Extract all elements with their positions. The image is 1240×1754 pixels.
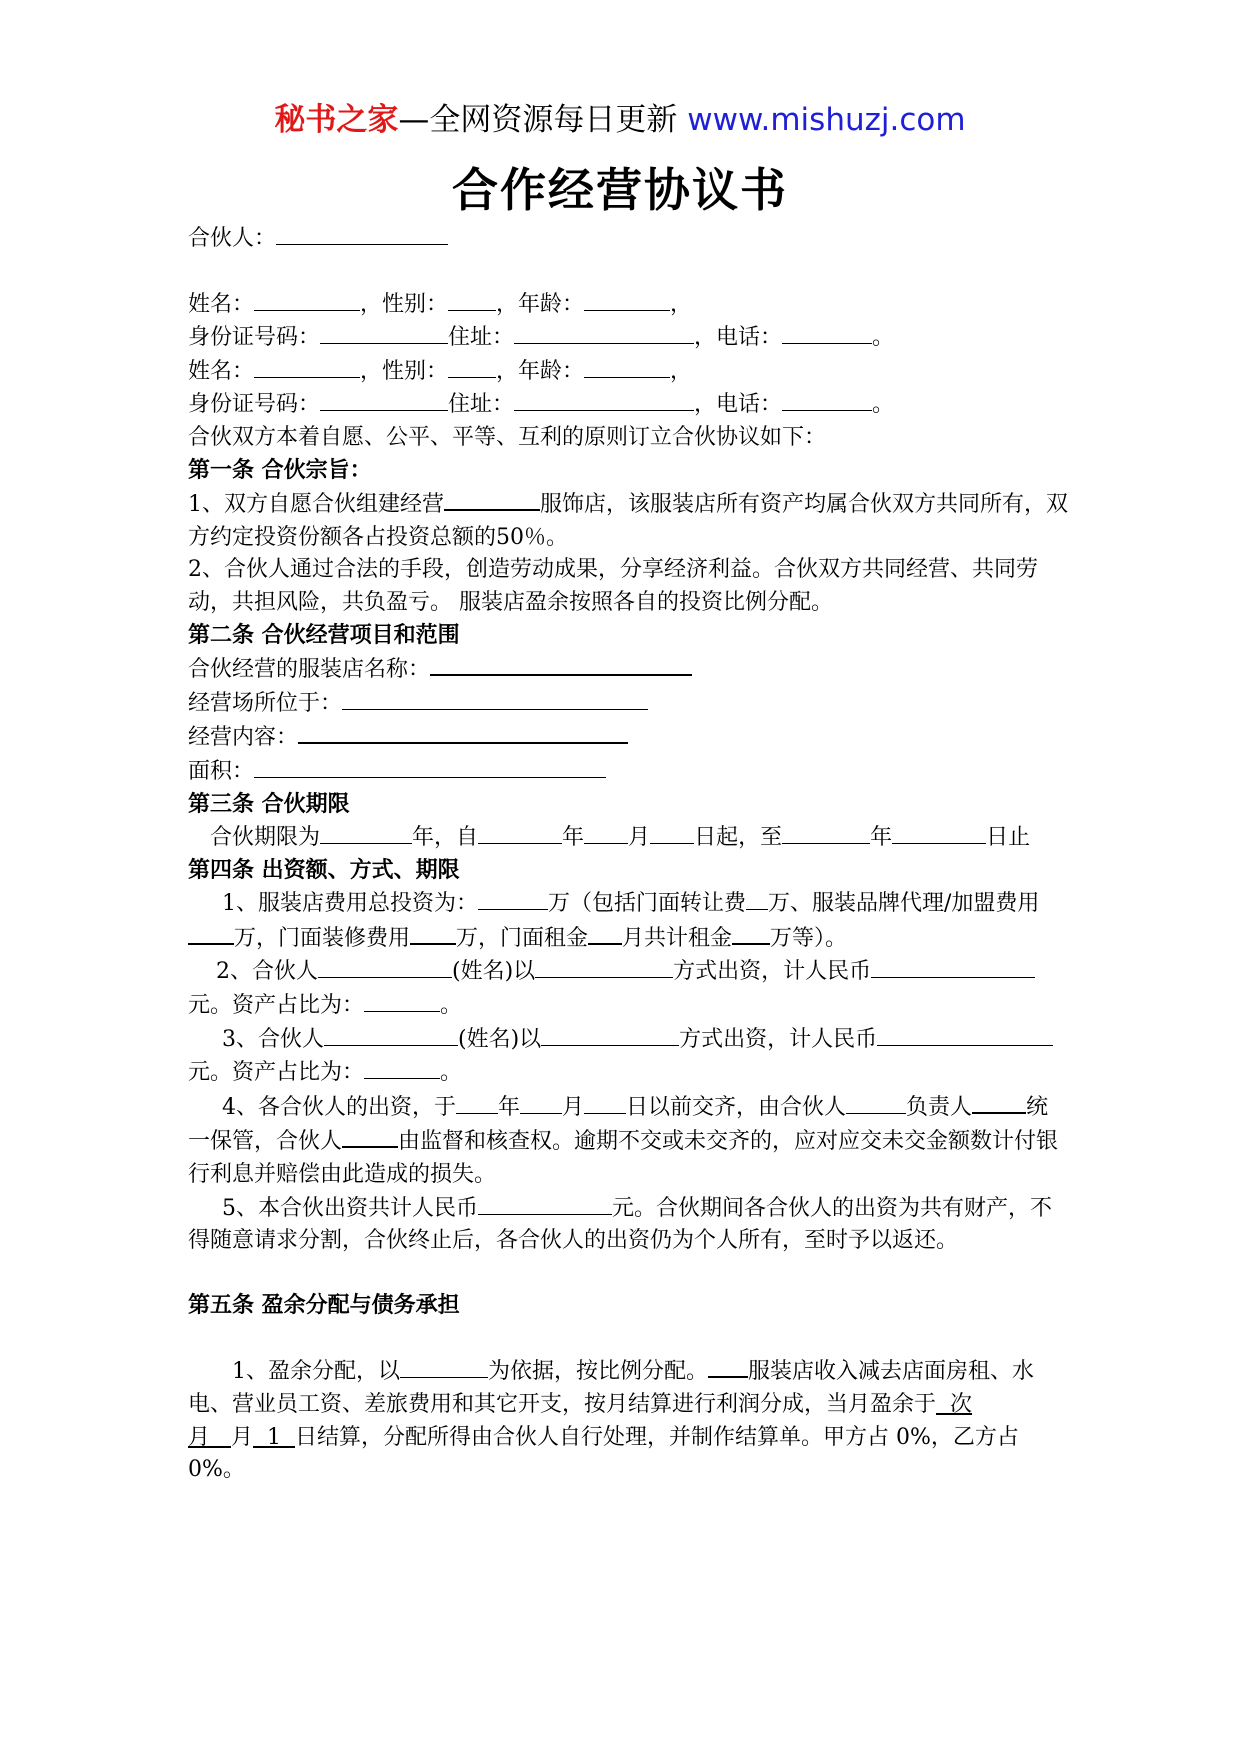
blank-field[interactable] [188,921,234,945]
article-5-heading: 第五条 盈余分配与债务承担 [188,1292,460,1318]
blank-field[interactable] [478,887,548,910]
blank-field[interactable] [448,288,496,311]
blank-field[interactable] [650,821,694,844]
partner-label: 合伙人： [188,226,277,251]
blank-field[interactable] [254,355,360,378]
document-body [188,222,1068,1487]
article-1-para-2: 2、合伙人通过合法的手段，创造劳动成果，分享经济利益。合伙双方共同经营、共同劳动，共担风险，共负盈亏。 服装店盈余按照各自的投资比例分配。 [188,557,1038,615]
filled-field[interactable]: 1 [267,1424,282,1450]
area-line: 面积： [188,755,1068,789]
blank-field[interactable] [972,1090,1026,1114]
article-4-para-4: 4、各合伙人的出资，于 年 月 日以前交齐，由合伙人 负责人 统一保管，合伙人 由监督和核查权。逾期不交或未交齐的，应对应交未交金额数计付银行利息并赔偿由此造成的损失。 [188,1090,1068,1192]
blank-field[interactable] [782,388,872,411]
article-4-para-2: 2、合伙人 (姓名)以 方式出资，计人民币元。资产占比为： 。 [188,955,1068,1022]
blank-field[interactable] [584,355,670,378]
blank-field[interactable] [342,687,648,710]
business-content-line: 经营内容： [188,720,1068,755]
document-title: 合作经营协议书 [452,163,788,217]
blank-field[interactable] [584,821,628,844]
person-2-id-line: 身份证号码： 住址： ，电话： 。 [188,388,1068,422]
blank-field[interactable] [320,821,412,844]
blank-field[interactable] [318,955,452,978]
blank-field[interactable] [320,321,448,344]
article-4-para-5: 5、本合伙出资共计人民币 元。合伙期间各合伙人的出资为共有财产，不得随意请求分割，合伙终止后，各合伙人的出资仍为个人所有，至时予以返还。 [188,1192,1068,1258]
brand-name: 秘书之家 [274,102,399,138]
article-4-heading: 第四条 出资额、方式、期限 [188,857,460,883]
article-1-para-1: 1、双方自愿合伙组建经营 服饰店，该服装店所有资产均属合伙双方共同所有，双方约定投资份额各占投资总额的50％。 [188,487,1068,554]
blank-field[interactable] [324,1023,458,1046]
article-1-heading: 第一条 合伙宗旨： [188,457,372,483]
article-2-heading: 第二条 合伙经营项目和范围 [188,622,460,648]
blank-field[interactable] [782,321,872,344]
blank-field[interactable] [276,222,448,245]
partner-line [188,222,1068,256]
blank-field[interactable] [342,1124,398,1148]
blank-field[interactable] [410,921,456,945]
blank-field[interactable] [448,355,496,378]
intro-text: 合伙双方本着自愿、公平、平等、互利的原则订立合伙协议如下： [188,424,827,450]
blank-field[interactable] [298,720,628,744]
article-4-para-3: 3、合伙人 (姓名)以 方式出资，计人民币元。资产占比为： 。 [188,1023,1068,1090]
shop-name-line: 合伙经营的服装店名称： [188,652,1068,687]
blank-field[interactable] [364,1056,440,1079]
blank-field[interactable] [478,1192,612,1215]
blank-field[interactable] [871,955,991,978]
blank-field[interactable] [892,821,986,844]
site-banner [0,100,1240,140]
blank-field[interactable] [746,887,768,910]
blank-field[interactable] [514,321,694,344]
shop-location-line: 经营场所位于： [188,687,1068,721]
person-1-id-line: 身份证号码： 住址： ，电话： 。 [188,321,1068,355]
blank-field[interactable] [584,1091,626,1114]
blank-field[interactable] [584,288,670,311]
blank-field[interactable] [444,487,540,511]
blank-field[interactable] [520,1091,562,1114]
blank-field[interactable] [708,1354,748,1378]
article-3-heading: 第三条 合伙期限 [188,791,350,817]
banner-tagline: —全网资源每日更新 [398,102,678,138]
blank-field[interactable] [364,989,440,1012]
blank-field[interactable] [535,955,673,978]
blank-field[interactable] [320,388,448,411]
blank-field[interactable] [400,1355,488,1378]
article-5-para-1: 1、盈余分配，以 为依据，按比例分配。 服装店收入减去店面房租、水电、营业员工资、差旅费用和其它开支，按月结算进行利润分成，当月盈余于 次月 月 1 日结算，分配所得由合伙人自行处理，并制作结算单。甲方占 0%，乙方占 0%。 [188,1354,1068,1486]
filled-field[interactable]: 次月 [188,1392,973,1450]
blank-field[interactable] [456,1091,498,1114]
blank-field[interactable] [254,288,360,311]
blank-field[interactable] [514,388,694,411]
blank-field[interactable] [588,921,622,945]
blank-field[interactable] [877,1023,997,1046]
person-2-line: 姓名： ，性别： ，年龄： ， [188,355,1068,389]
blank-field[interactable] [541,1023,679,1046]
blank-field[interactable] [430,652,692,676]
blank-field[interactable] [782,821,870,844]
blank-field[interactable] [732,921,770,945]
blank-field[interactable] [254,755,606,778]
blank-field[interactable] [846,1091,906,1114]
blank-field[interactable] [478,821,562,844]
blank-field[interactable] [997,1023,1053,1046]
article-4-para-1: 1、服装店费用总投资为： 万（包括门面转让费 万、服装品牌代理/加盟费用万，门面装修费用 万，门面租金 月共计租金 万等）。 [188,887,1068,955]
article-3-para: 合伙期限为 年，自 年 月 日起，至 年 日止 [188,821,1068,855]
site-url-link[interactable]: www.mishuzj.com [687,102,966,138]
blank-field[interactable] [991,955,1035,978]
person-1-line: 姓名： ，性别： ，年龄： ， [188,288,1068,322]
